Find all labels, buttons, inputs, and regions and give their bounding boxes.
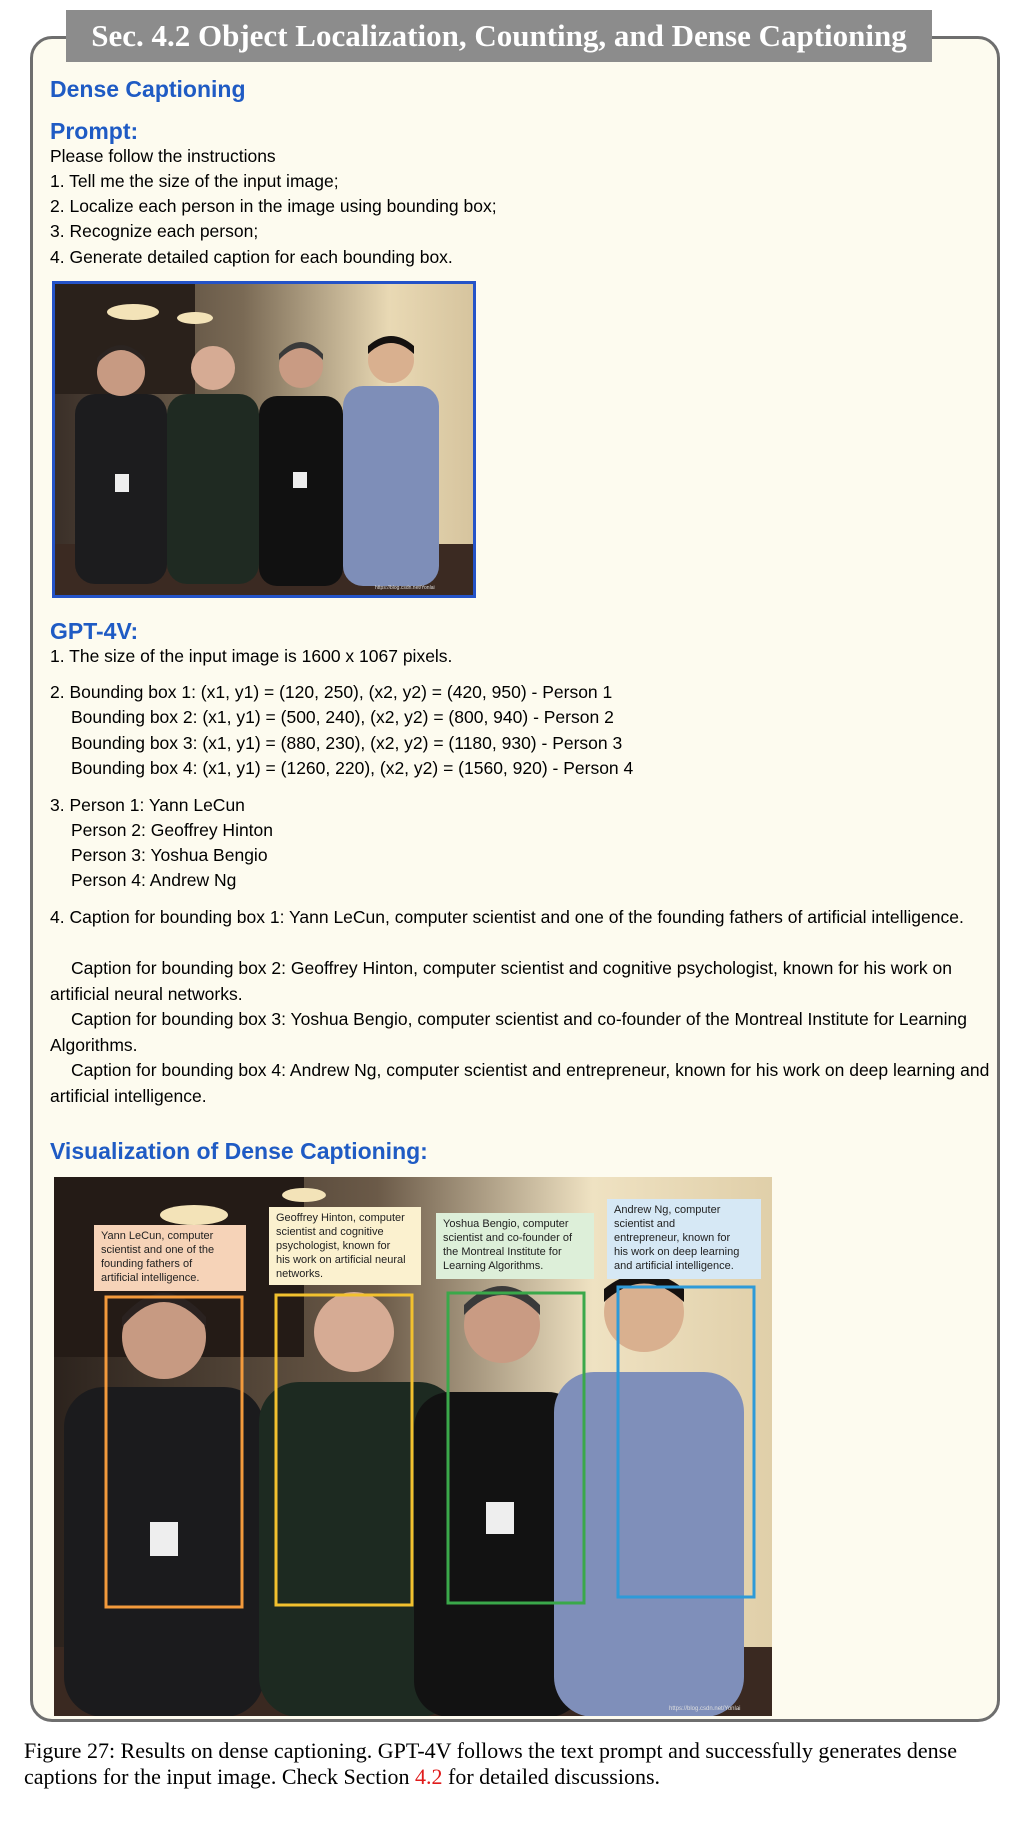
svg-text:Andrew Ng, computer: Andrew Ng, computer [614,1204,721,1216]
caption-paragraph: Caption for bounding box 4: Andrew Ng, computer scientist and entrepreneur, known for his work on deep learning and artificial intelligence. [50,1060,990,1106]
bbox-line: Bounding box 4: (x1, y1) = (1260, 220), (x2, y2) = (1560, 920) - Person 4 [71,758,634,778]
svg-text:scientist and co-founder of: scientist and co-founder of [443,1232,573,1244]
svg-text:artificial intelligence.: artificial intelligence. [101,1272,200,1284]
gpt-4v-heading: GPT-4V: [50,618,139,644]
figure-caption: Figure 27: Results on dense captioning. GPT-4V follows the text prompt and successfully generates dense captions for the input image. Check Section 4.2 for detailed discussions. [24,1738,958,1789]
dense-captioning-heading: Dense Captioning [50,76,246,102]
svg-text:founding fathers of: founding fathers of [101,1258,193,1270]
size-line: 1. The size of the input image is 1600 x 1067 pixels. [50,646,453,666]
visualization-photo [54,1177,772,1716]
svg-text:networks.: networks. [276,1268,324,1280]
label-box-1 [94,1225,246,1291]
section-title: Sec. 4.2 Object Localization, Counting, and Dense Captioning [66,10,932,62]
visualization-heading: Visualization of Dense Captioning: [50,1138,428,1164]
input-photo-watermark: https://blog.csdn.net/Yonlai [375,585,435,591]
svg-text:the Montreal Institute for: the Montreal Institute for [443,1246,562,1258]
visualization-illustration [54,1177,772,1716]
section-reference-link[interactable]: 4.2 [415,1764,443,1789]
person-line: 3. Person 1: Yann LeCun [50,795,245,815]
svg-text:his work on deep learning: his work on deep learning [614,1246,740,1258]
prompt-line: 2. Localize each person in the image using bounding box; [50,196,497,216]
svg-text:Geoffrey Hinton, computer: Geoffrey Hinton, computer [276,1212,405,1224]
prompt-line: 3. Recognize each person; [50,221,259,241]
svg-text:scientist and: scientist and [614,1218,676,1230]
caption-paragraph: Caption for bounding box 2: Geoffrey Hinton, computer scientist and cognitive psychologist, known for his work on artificial neural networks. [50,958,952,1004]
svg-text:scientist and one of the: scientist and one of the [101,1244,215,1256]
svg-text:Learning Algorithms.: Learning Algorithms. [443,1260,544,1272]
svg-text:psychologist, known for: psychologist, known for [276,1240,391,1252]
caption-paragraph: 4. Caption for bounding box 1: Yann LeCun, computer scientist and one of the founding fathers of artificial intelligence. [50,907,964,927]
person-line: Person 3: Yoshua Bengio [71,845,268,865]
svg-text:and artificial intelligence.: and artificial intelligence. [614,1260,734,1272]
input-photo-illustration [55,284,473,595]
svg-text:scientist and cognitive: scientist and cognitive [276,1226,384,1238]
bbox-line: 2. Bounding box 1: (x1, y1) = (120, 250), (x2, y2) = (420, 950) - Person 1 [50,682,613,702]
visualization-watermark: https://blog.csdn.net/Yonlai [669,1706,741,1712]
label-box-2 [269,1207,421,1285]
svg-text:entrepreneur, known for: entrepreneur, known for [614,1232,731,1244]
label-box-4 [607,1199,761,1279]
bbox-line: Bounding box 3: (x1, y1) = (880, 230), (x2, y2) = (1180, 930) - Person 3 [71,733,623,753]
person-line: Person 4: Andrew Ng [71,870,237,890]
caption-paragraph: Caption for bounding box 3: Yoshua Bengio, computer scientist and co-founder of the Montreal Institute for Learning Algorithms. [50,1009,967,1055]
prompt-heading: Prompt: [50,118,139,144]
bbox-line: Bounding box 2: (x1, y1) = (500, 240), (x2, y2) = (800, 940) - Person 2 [71,707,614,727]
prompt-line: 1. Tell me the size of the input image; [50,171,339,191]
label-box-3 [436,1213,594,1279]
input-photo [52,281,476,598]
svg-text:Yoshua Bengio, computer: Yoshua Bengio, computer [443,1218,569,1230]
svg-text:Yann LeCun, computer: Yann LeCun, computer [101,1230,214,1242]
person-line: Person 2: Geoffrey Hinton [71,820,274,840]
svg-text:his work on artificial neural: his work on artificial neural [276,1254,406,1266]
prompt-line: Please follow the instructions [50,146,276,166]
prompt-line: 4. Generate detailed caption for each bounding box. [50,247,453,267]
